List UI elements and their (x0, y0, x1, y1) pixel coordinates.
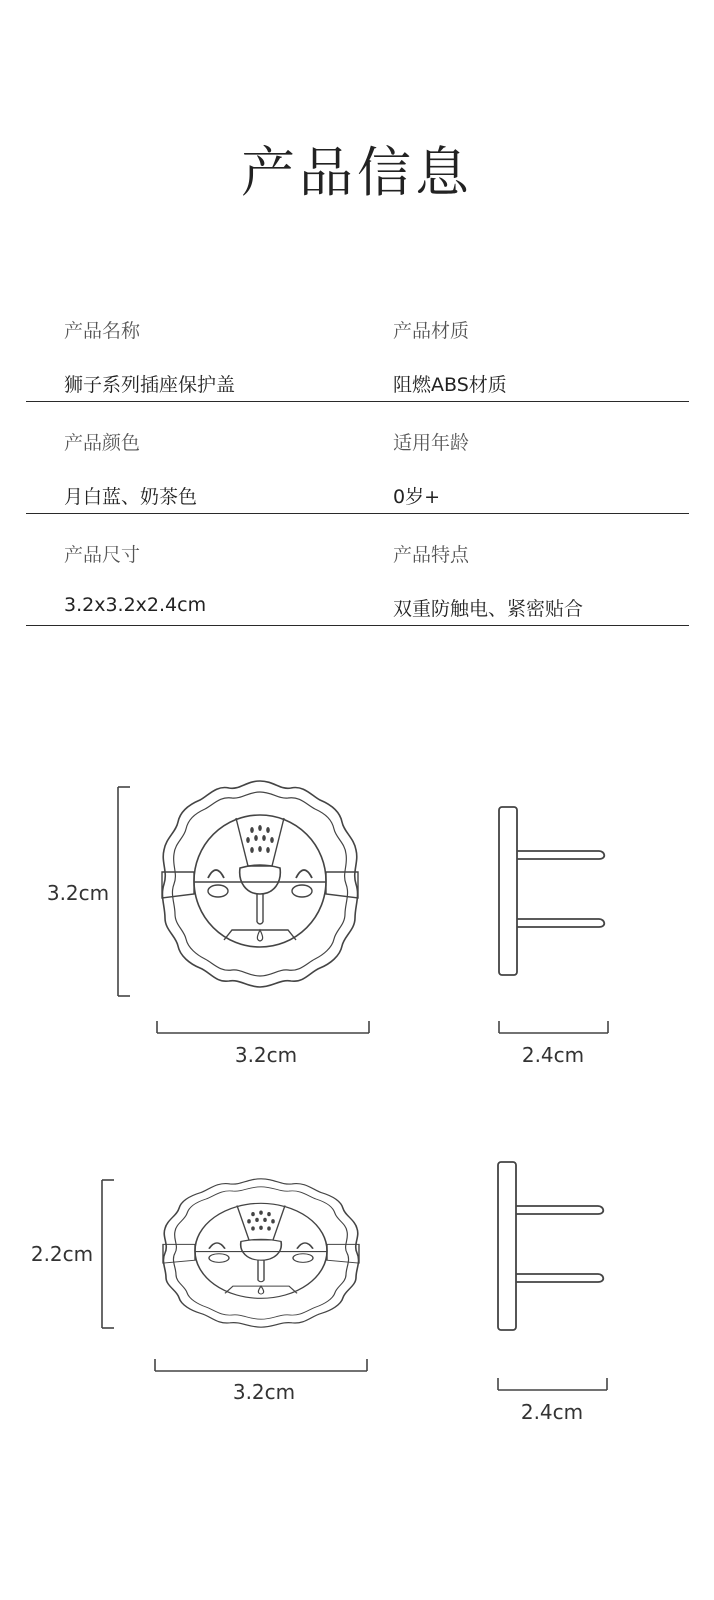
height-dimension-large (118, 787, 130, 996)
height-dimension-small (102, 1180, 114, 1328)
info-value: 阻燃ABS材质 (393, 374, 507, 396)
height-label-large: 3.2cm (46, 881, 110, 905)
info-value: 3.2x3.2x2.4cm (64, 594, 207, 616)
height-label-small: 2.2cm (30, 1242, 94, 1266)
width-dimension-large (157, 1021, 369, 1033)
info-label: 产品颜色 (64, 432, 141, 454)
info-value: 0岁+ (393, 486, 441, 508)
width-label-small: 3.2cm (232, 1380, 296, 1404)
depth-dimension-small (498, 1378, 607, 1390)
lion-cover-front-large (162, 781, 358, 987)
width-dimension-small (155, 1359, 367, 1371)
info-label: 适用年龄 (393, 432, 470, 454)
info-value: 狮子系列插座保护盖 (64, 374, 236, 396)
width-label-large: 3.2cm (234, 1043, 298, 1067)
depth-label-large: 2.4cm (521, 1043, 585, 1067)
info-value: 双重防触电、紧密贴合 (393, 598, 584, 620)
page-title: 产品信息 (241, 141, 473, 204)
info-label: 产品材质 (393, 320, 470, 342)
info-label: 产品特点 (393, 544, 470, 566)
depth-label-small: 2.4cm (520, 1400, 584, 1424)
depth-dimension-large (499, 1021, 608, 1033)
info-label: 产品尺寸 (64, 544, 141, 566)
info-label: 产品名称 (64, 320, 141, 342)
info-value: 月白蓝、奶茶色 (64, 486, 198, 508)
lion-cover-side-small (498, 1162, 603, 1330)
lion-cover-front-small (163, 1179, 359, 1327)
lion-cover-side-large (499, 807, 604, 975)
